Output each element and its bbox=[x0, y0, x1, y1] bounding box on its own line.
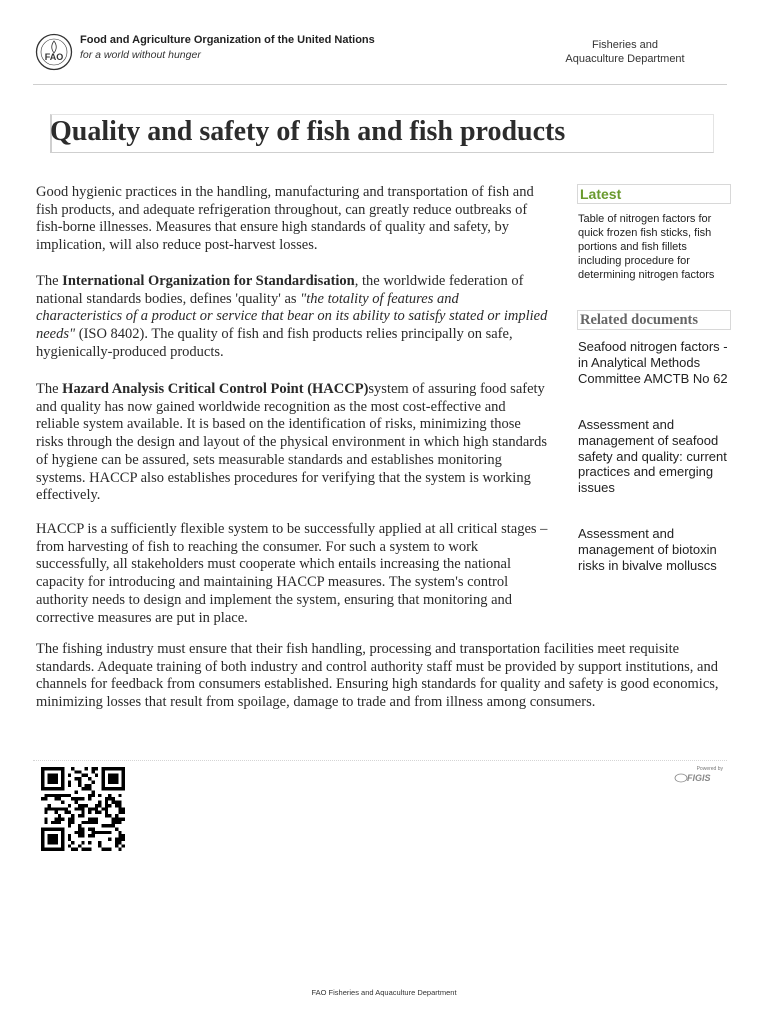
paragraph-3: The Hazard Analysis Critical Control Point (HACCP)system of assuring food safety and quality has now gained worldwide recognition as the most cost-effective and reliable system available. It is based on the identification of risks, minimizing those risks through the design and layout of the physical environment in which high standards of hygiene can be assured, sets measurable standards and establishes monitoring systems. HACCP also establishes procedures for verifying that the system is working effectively. bbox=[36, 381, 548, 504]
page-title: Quality and safety of fish and fish products bbox=[50, 116, 566, 147]
paragraph-2: The International Organization for Standardisation, the worldwide federation of national standards bodies, defines 'quality' as "the totality of features and characteristics of a product or service that bear on its ability to satisfy stated or implied needs" (ISO 8402). The quality of fish and fish products relies principally on safe, hygienically-produced products. bbox=[36, 273, 548, 360]
footer-text: FAO Fisheries and Aquaculture Department bbox=[311, 988, 457, 997]
related-doc-1[interactable]: Seafood nitrogen factors - in Analytical Methods Committee AMCTB No 62 bbox=[578, 339, 728, 386]
svg-text:FIGIS: FIGIS bbox=[687, 773, 711, 783]
powered-by-figis-logo bbox=[671, 764, 727, 786]
paragraph-1: Good hygienic practices in the handling, manufacturing and transportation of fish and fish products, and adequate refrigeration throughout, can greatly reduce outbreaks of fish-borne illnesses. Measures that ensure high standards of quality and safety, by implication, will also reduce post-harvest losses. bbox=[36, 184, 534, 254]
org-name: Food and Agriculture Organization of the United Nations bbox=[80, 34, 375, 46]
related-documents-header: Related documents bbox=[577, 310, 731, 330]
svg-text:Powered by: Powered by bbox=[696, 766, 723, 772]
iso-link[interactable]: International Organization for Standardisation bbox=[62, 273, 355, 289]
header-divider bbox=[33, 84, 727, 85]
latest-header: Latest bbox=[577, 184, 731, 204]
haccp-link[interactable]: Hazard Analysis Critical Control Point (HACCP) bbox=[62, 381, 369, 397]
bottom-divider bbox=[33, 760, 727, 761]
related-doc-3[interactable]: Assessment and management of biotoxin risks in bivalve molluscs bbox=[578, 526, 717, 573]
svg-text:FAO: FAO bbox=[44, 52, 64, 62]
paragraph-4: HACCP is a sufficiently flexible system to be successfully applied at all critical stages – from harvesting of fish to reaching the consumer. For such a system to work successfully, all stakeholders must cooperate which entails increasing the national capacity for introducing and maintaining HACCP measures. The system's control authority needs to design and implement the system, ensuring that monitoring and corrective measures are put in place. bbox=[36, 521, 548, 626]
department-name: Fisheries and Aquaculture Department bbox=[565, 39, 685, 65]
paragraph-5: The fishing industry must ensure that their fish handling, processing and transportation facilities meet requisite standards. Adequate training of both industry and control authority staff must be provided by support institutions, and channels for feedback from consumers established. Ensuring high standards for quality and safety is good economics, minimizing losses that result from spoilage, damage to trade and from illness among consumers. bbox=[36, 641, 719, 711]
latest-item[interactable]: Table of nitrogen factors for quick frozen fish sticks, fish portions and fish fillets including procedure for determining nitrogen factors bbox=[578, 213, 715, 281]
org-motto: for a world without hunger bbox=[80, 49, 201, 61]
qr-code bbox=[38, 767, 128, 851]
related-doc-2[interactable]: Assessment and management of seafood safety and quality: current practices and emerging issues bbox=[578, 417, 727, 496]
fao-logo bbox=[35, 33, 73, 71]
